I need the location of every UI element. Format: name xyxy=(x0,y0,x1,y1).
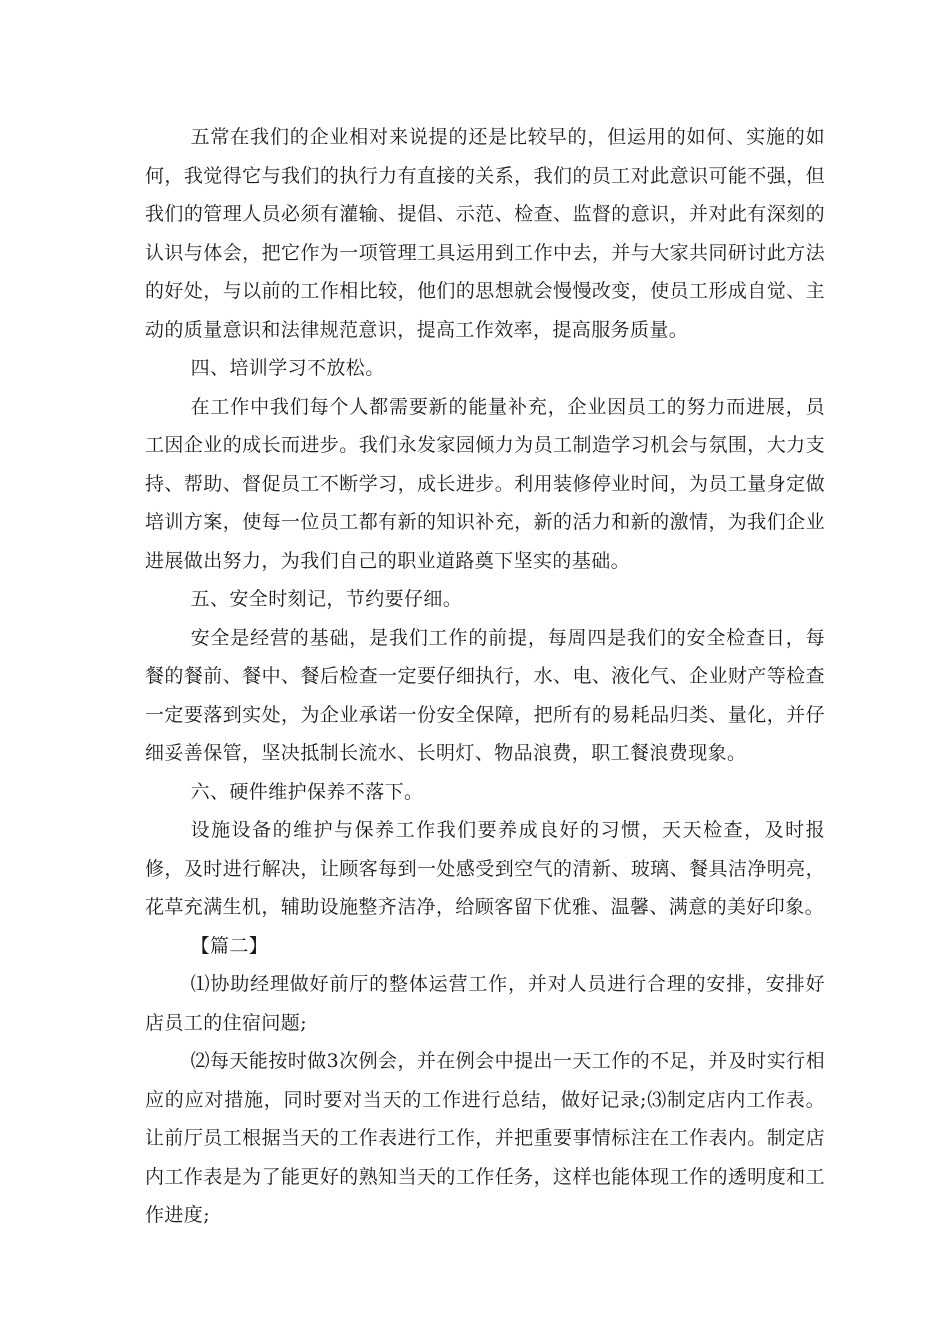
heading-training: 四、培训学习不放松。 xyxy=(190,357,385,379)
paragraph-training: 在工作中我们每个人都需要新的能量补充，企业因员工的努力而进展，员工因企业的成长而进步。我们永发家园倾力为员工制造学习机会与氛围，大力支持、帮助、督促员工不断学习，成长进步。利用装修停业时间，为员工量身定做培训方案，使每一位员工都有新的知识补充，新的活力和新的激情，为我们企业进展做出努力，为我们自己的职业道路奠下坚实的基础。 xyxy=(145,395,825,572)
heading-safety: 五、安全时刻记，节约要仔细。 xyxy=(190,588,463,610)
document-body xyxy=(145,118,825,1235)
list-item-1: ⑴协助经理做好前厅的整体运营工作，并对人员进行合理的安排，安排好店员工的住宿问题; xyxy=(145,973,825,1034)
heading-part-two: 【篇二】 xyxy=(190,934,269,957)
paragraph-maintenance: 设施设备的维护与保养工作我们要养成良好的习惯，天天检查，及时报修，及时进行解决，让顾客每到一处感受到空气的清新、玻璃、餐具洁净明亮，花草充满生机，辅助设施整齐洁净，给顾客留下优雅、温馨、满意的美好印象。 xyxy=(145,819,825,918)
list-item-2: ⑵每天能按时做3次例会，并在例会中提出一天工作的不足，并及时实行相应的应对措施，同时要对当天的工作进行总结，做好记录;⑶制定店内工作表。让前厅员工根据当天的工作表进行工作，并把重要事情标注在工作表内。制定店内工作表是为了能更好的熟知当天的工作任务，这样也能体现工作的透明度和工作进度; xyxy=(145,1050,825,1226)
paragraph-safety: 安全是经营的基础，是我们工作的前提，每周四是我们的安全检查日，每餐的餐前、餐中、餐后检查一定要仔细执行，水、电、液化气、企业财产等检查一定要落到实处，为企业承诺一份安全保障，把所有的易耗品归类、量化，并仔细妥善保管，坚决抵制长流水、长明灯、物品浪费，职工餐浪费现象。 xyxy=(145,626,825,764)
heading-maintenance: 六、硬件维护保养不落下。 xyxy=(190,780,424,803)
paragraph-wuchang: 五常在我们的企业相对来说提的还是比较早的，但运用的如何、实施的如何，我觉得它与我们的执行力有直接的关系，我们的员工对此意识可能不强，但我们的管理人员必须有灌输、提倡、示范、检查、监督的意识，并对此有深刻的认识与体会，把它作为一项管理工具运用到工作中去，并与大家共同研讨此方法的好处，与以前的工作相比较，他们的思想就会慢慢改变，使员工形成自觉、主动的质量意识和法律规范意识，提高工作效率，提高服务质量。 xyxy=(145,126,825,341)
